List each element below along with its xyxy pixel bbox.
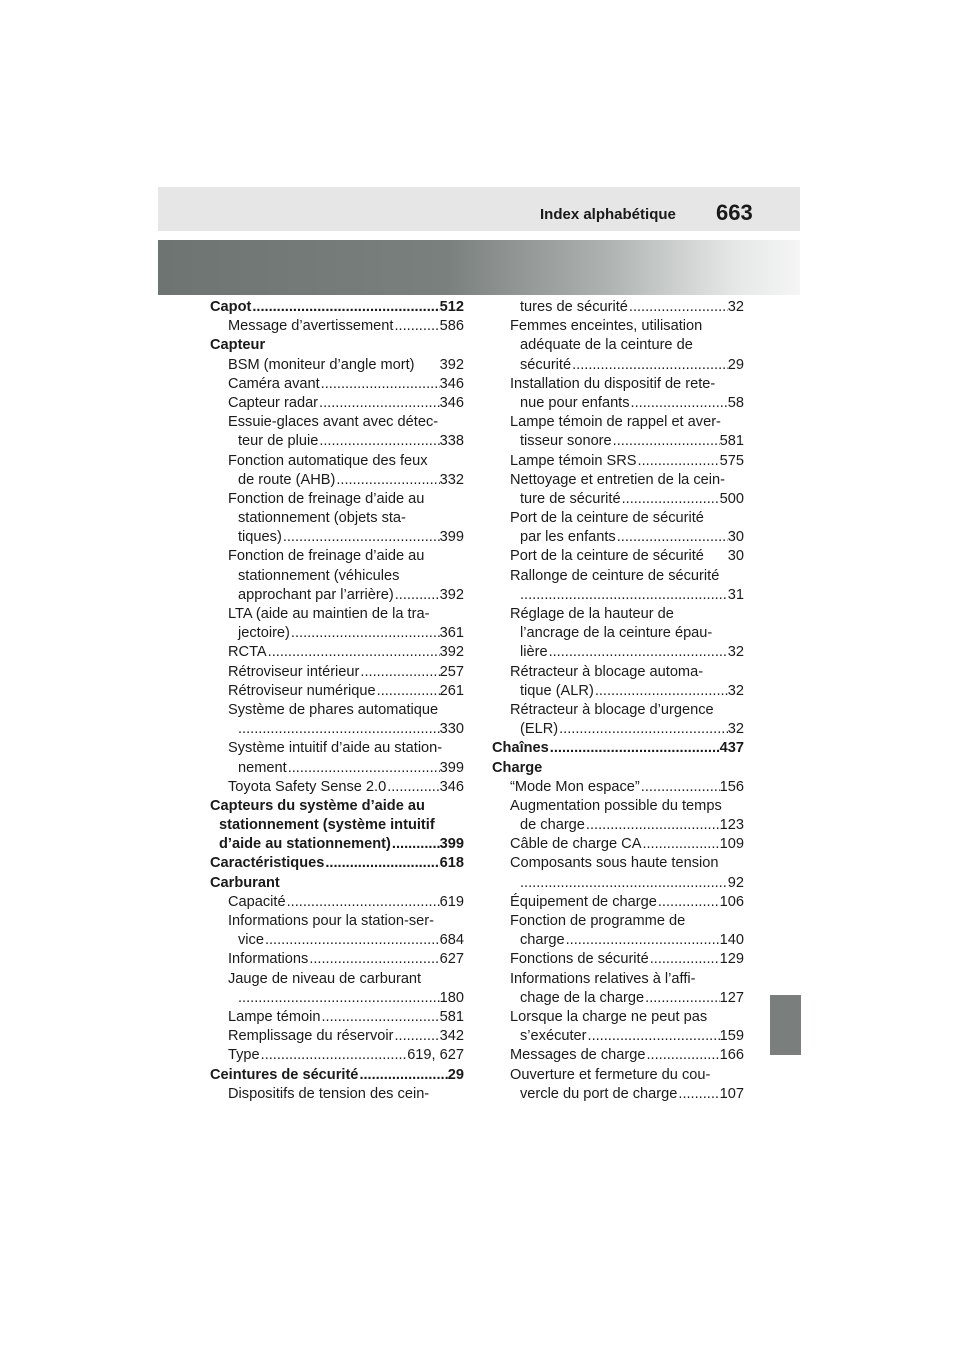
index-entry: l’ancrage de la ceinture épau- [520,625,713,642]
index-entry [210,835,464,854]
entry-text: Capteur radar [228,394,319,411]
page-reference: 346 [439,375,464,392]
index-entry [492,989,744,1008]
entry-text: lière [520,644,548,661]
page-reference: 32 [727,299,744,315]
index-entry: Rallonge de ceinture de sécurité [510,567,720,584]
dot-leader [559,720,728,739]
dot-leader [238,989,440,1008]
page-reference: 392 [439,586,464,603]
dot-leader [336,471,439,490]
entry-text: tisseur sonore [520,433,612,450]
decorative-gradient-bar [158,240,800,295]
dot-leader [622,490,720,509]
page-reference: 392 [439,644,464,661]
index-entry [492,739,744,758]
dot-leader [265,931,440,950]
entry-text: Type [228,1047,260,1064]
entry-text: ture de sécurité [520,490,621,507]
index-entry: stationnement (objets sta- [238,510,406,527]
dot-leader [377,682,440,701]
index-entry [492,452,744,471]
page-reference: 92 [727,874,744,891]
dot-leader [321,375,440,394]
entry-text: Caméra avant [228,375,320,392]
page-reference: 31 [727,586,744,603]
section-title: Index alphabétique [540,206,676,223]
entry-text: (ELR) [520,721,559,738]
page-reference: 581 [719,433,744,450]
dot-leader [325,854,439,873]
page-reference: 627 [439,951,464,968]
page-reference: 618 [439,855,464,872]
index-entry: Système de phares automatique [228,701,439,718]
dot-leader [395,586,440,605]
page-reference: 123 [719,817,744,834]
entry-text: nement [238,759,287,776]
index-entry [210,989,464,1008]
index-entry [492,586,744,605]
index-entry: Composants sous haute tension [510,855,719,872]
index-entry [210,1046,464,1065]
entry-text: tures de sécurité [520,299,628,315]
index-entry: Port de la ceinture de sécurité [510,510,704,527]
index-entry: LTA (aide au maintien de la tra- [228,606,430,622]
entry-text: s’exécuter [520,1028,587,1045]
entry-text: Informations [228,951,309,968]
page-reference: 392 [439,356,464,373]
index-entry: stationnement (véhicules [238,567,400,584]
entry-text: vice [238,932,264,949]
index-entry [492,835,744,854]
page-reference: 399 [439,529,464,546]
page-reference: 399 [439,759,464,776]
dot-leader [595,682,728,701]
page-reference: 338 [439,433,464,450]
dot-leader [586,816,720,835]
entry-text: Lampe témoin SRS [510,452,637,469]
entry-text: charge [520,932,565,949]
dot-leader [650,950,720,969]
index-entry [492,394,744,413]
dot-leader [252,298,439,317]
index-entry: Nettoyage et entretien de la cein- [510,471,725,488]
index-entry: Réglage de la hauteur de [510,606,674,622]
index-entry: Carburant [210,874,280,891]
dot-leader [617,528,728,547]
index-column-left [210,298,464,1104]
entry-text: jectoire) [238,625,290,642]
dot-leader [641,778,720,797]
dot-leader [319,394,440,413]
entry-text: Ceintures de sécurité [210,1066,359,1083]
dot-leader [238,720,440,739]
dot-leader [394,1027,439,1046]
index-entry [210,663,464,682]
dot-leader [588,1027,720,1046]
page-reference: 29 [447,1066,464,1083]
index-entry [492,1085,744,1104]
dot-leader [658,893,720,912]
entry-text: Rétroviseur numérique [228,682,376,699]
page-reference: 619 [439,893,464,910]
page-reference: 166 [719,1047,744,1064]
index-entry [210,356,464,375]
entry-text: sécurité [520,356,572,373]
entry-text: chage de la charge [520,989,645,1006]
index-entry [492,778,744,797]
index-entry [210,931,464,950]
index-entry: Fonction de programme de [510,913,686,929]
dot-leader [520,874,728,893]
index-entry [210,432,464,451]
index-entry [210,720,464,739]
dot-leader [319,432,439,451]
page-reference: 346 [439,394,464,411]
page-reference: 30 [727,529,744,546]
entry-text: tiques) [238,529,282,546]
entry-text: nue pour enfants [520,394,630,411]
index-entry [492,874,744,893]
dot-leader [566,931,720,950]
index-entry: Rétracteur à blocage d’urgence [510,701,714,718]
entry-text: Toyota Safety Sense 2.0 [228,778,387,795]
index-entry [210,1066,464,1085]
dot-leader [387,778,439,797]
page-reference: 30 [727,548,744,565]
dot-leader [287,893,440,912]
page-reference: 581 [439,1008,464,1025]
index-entry: Fonction de freinage d’aide au [228,490,425,507]
dot-leader [394,317,439,336]
dot-leader [550,739,720,758]
index-entry [210,528,464,547]
index-entry [210,682,464,701]
entry-text: Câble de charge CA [510,836,642,853]
page-reference: 107 [719,1085,744,1102]
page-reference: 500 [719,490,744,507]
dot-leader [309,950,439,969]
page-reference: 180 [439,989,464,1006]
page-reference: 32 [727,682,744,699]
index-entry: Rétracteur à blocage automa- [510,663,704,680]
page-reference: 575 [719,452,744,469]
entry-text: de charge [520,817,585,834]
dot-leader [268,643,440,662]
page-reference: 159 [719,1028,744,1045]
page-reference: 330 [439,721,464,738]
index-entry: stationnement (système intuitif [219,817,435,834]
dot-leader [572,356,728,375]
page-reference: 512 [439,299,464,315]
dot-leader [678,1085,719,1104]
index-entry [492,490,744,509]
entry-text: d’aide au stationnement) [219,836,391,853]
entry-text: Équipement de charge [510,893,657,910]
page-reference: 437 [719,740,744,757]
page-reference: 399 [439,836,464,853]
dot-leader [321,1008,439,1027]
index-entry: Femmes enceintes, utilisation [510,318,703,335]
index-entry: Ouverture et fermeture du cou- [510,1066,711,1083]
dot-leader [360,663,439,682]
index-entry [492,720,744,739]
page-reference: 127 [719,989,744,1006]
entry-text: Chaînes [492,740,549,757]
dot-leader [261,1046,408,1065]
dot-leader [291,624,440,643]
index-entry [492,547,744,566]
index-entry: Fonction automatique des feux [228,452,428,469]
page-reference: 346 [439,778,464,795]
page-reference: 619, 627 [407,1047,464,1064]
index-entry: Système intuitif d’aide au station- [228,740,443,757]
entry-text: Capacité [228,893,286,910]
page-reference: 29 [727,356,744,373]
index-entry [210,317,464,336]
index-entry [210,854,464,873]
dot-leader [638,452,720,471]
index-entry: Capteur [210,337,266,354]
index-entry: Lorsque la charge ne peut pas [510,1008,708,1025]
index-column-right [492,298,744,1104]
dot-leader [613,432,720,451]
entry-text: Message d’avertissement [228,318,394,335]
dot-leader [392,835,440,854]
index-entry [210,1008,464,1027]
index-entry: adéquate de la ceinture de [520,337,693,354]
entry-text: Messages de charge [510,1047,646,1064]
page-reference: 257 [439,663,464,680]
index-entry [210,893,464,912]
index-entry [492,931,744,950]
entry-text: “Mode Mon espace” [510,778,640,795]
dot-leader [549,643,728,662]
index-entry [210,298,464,317]
page-reference: 106 [719,893,744,910]
dot-leader [642,835,719,854]
index-entry [492,643,744,662]
entry-text: Lampe témoin [228,1008,321,1025]
page-reference: 261 [439,682,464,699]
index-entry: Jauge de niveau de carburant [228,970,422,987]
index-entry [492,893,744,912]
section-side-tab [770,995,801,1055]
index-entry [210,375,464,394]
index-entry [492,356,744,375]
page-reference: 342 [439,1028,464,1045]
page-reference: 332 [439,471,464,488]
dot-leader [645,989,720,1008]
page-reference: 58 [727,394,744,411]
page-reference: 32 [727,721,744,738]
entry-text: tique (ALR) [520,682,594,699]
entry-text: de route (AHB) [238,471,336,488]
index-entry: Augmentation possible du temps [510,797,722,814]
index-entry: Dispositifs de tension des cein- [228,1085,430,1102]
page-reference: 32 [727,644,744,661]
page-reference: 586 [439,318,464,335]
header-band [158,187,800,231]
index-entry: Informations pour la station-ser- [228,913,435,929]
index-entry [492,682,744,701]
dot-leader [520,586,728,605]
dot-leader [631,394,728,413]
index-entry: Lampe témoin de rappel et aver- [510,414,721,431]
index-entry [492,1027,744,1046]
entry-text: vercle du port de charge [520,1085,678,1102]
page-reference: 129 [719,951,744,968]
index-entry [210,586,464,605]
index-entry [210,643,464,662]
index-entry [210,394,464,413]
dot-leader [283,528,440,547]
index-entry [210,778,464,797]
entry-text: Rétroviseur intérieur [228,663,360,680]
entry-text: Remplissage du réservoir [228,1028,394,1045]
entry-text: Capot [210,299,252,315]
entry-text: approchant par l’arrière) [238,586,394,603]
index-entry: Installation du dispositif de rete- [510,375,716,392]
index-entry [492,1046,744,1065]
index-entry [210,950,464,969]
dot-leader [646,1046,719,1065]
entry-text: RCTA [228,644,267,661]
entry-text: par les enfants [520,529,616,546]
entry-text: Port de la ceinture de sécurité [510,548,704,565]
index-entry [210,759,464,778]
index-entry [210,1027,464,1046]
entry-text: Caractéristiques [210,855,325,872]
page-number: 663 [716,200,753,225]
entry-text: teur de pluie [238,433,319,450]
index-entry: Fonction de freinage d’aide au [228,548,425,565]
index-entry [492,298,744,317]
index-entry: Informations relatives à l’affi- [510,970,696,987]
index-entry [210,624,464,643]
index-entry [492,950,744,969]
entry-text: BSM (moniteur d’angle mort) [228,356,415,373]
index-entry: Essuie-glaces avant avec détec- [228,414,439,431]
dot-leader [629,298,728,317]
index-entry [492,816,744,835]
index-entry: Charge [492,759,543,776]
index-entry [492,432,744,451]
page-reference: 109 [719,836,744,853]
entry-text: Fonctions de sécurité [510,951,649,968]
index-entry [492,528,744,547]
page-reference: 361 [439,625,464,642]
dot-leader [288,759,440,778]
dot-leader [359,1066,447,1085]
index-entry [210,471,464,490]
page-reference: 156 [719,778,744,795]
page-reference: 140 [719,932,744,949]
index-entry: Capteurs du système d’aide au [210,797,425,814]
page-reference: 684 [439,932,464,949]
